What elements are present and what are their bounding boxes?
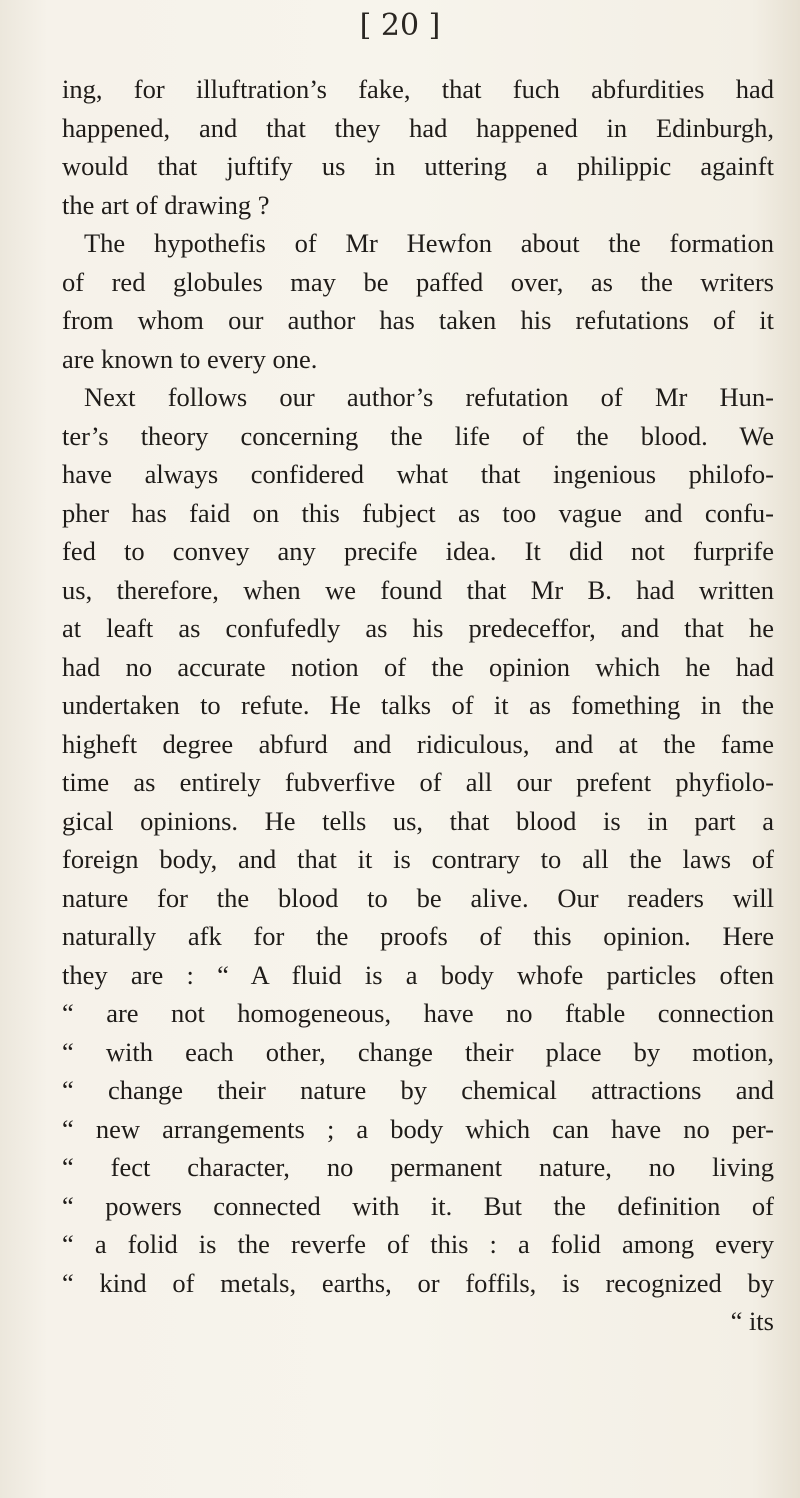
text-line: gical opinions. He tells us, that blood is in part a xyxy=(62,805,774,836)
text-line: ing, for illuftration’s fake, that fuch abfurdities had xyxy=(62,74,774,104)
text-line: the art of drawing ? xyxy=(62,189,270,220)
text-line: nature for the blood to be alive. Our readers will xyxy=(62,882,774,913)
page-number: [ 20 ] xyxy=(359,8,441,43)
text-line: “ are not homogeneous, have no ftable connection xyxy=(62,998,774,1028)
text-line: us, therefore, when we found that Mr B. had written xyxy=(62,574,774,605)
text-line: “ a folid is the reverfe of this : a folid among every xyxy=(62,1229,774,1259)
text-line: foreign body, and that it is contrary to all the laws of xyxy=(62,844,774,874)
text-line: of red globules may be paffed over, as the writers xyxy=(62,266,774,297)
text-line: pher has faid on this fubject as too vague and confu- xyxy=(62,497,774,528)
text-line: have always confidered what that ingenious philofo- xyxy=(62,459,774,489)
text-line: “ with each other, change their place by motion, xyxy=(62,1036,774,1067)
text-line: “ fect character, no permanent nature, no living xyxy=(62,1152,774,1182)
text-line: ter’s theory concerning the life of the blood. We xyxy=(62,420,774,451)
text-line: at leaft as confufedly as his predeceffor, and that he xyxy=(62,613,774,643)
text-line: Next follows our author’s refutation of Mr Hun- xyxy=(84,382,774,412)
text-line: they are : “ A fluid is a body whofe particles often xyxy=(62,959,774,990)
text-line: “ powers connected with it. But the definition of xyxy=(62,1190,774,1221)
text-line: “ kind of metals, earths, or foffils, is recognized by xyxy=(62,1267,774,1298)
text-line: “ change their nature by chemical attractions and xyxy=(62,1075,774,1105)
text-line: The hypothefis of Mr Hewfon about the formation xyxy=(84,228,774,258)
text-line: from whom our author has taken his refutations of it xyxy=(62,305,774,335)
text-line: undertaken to refute. He talks of it as fomething in the xyxy=(62,690,774,720)
text-line: “ new arrangements ; a body which can have no per- xyxy=(62,1113,774,1144)
text-line: higheft degree abfurd and ridiculous, and at the fame xyxy=(62,728,774,759)
body-text xyxy=(62,70,774,1341)
text-line: had no accurate notion of the opinion which he had xyxy=(62,651,774,682)
text-line: are known to every one. xyxy=(62,343,318,374)
text-line: naturally afk for the proofs of this opinion. Here xyxy=(62,921,774,951)
catchword: “ its xyxy=(730,1306,774,1336)
text-line: time as entirely fubverfive of all our prefent phyfiolo- xyxy=(62,767,774,797)
text-line: happened, and that they had happened in Edinburgh, xyxy=(62,112,774,143)
text-line: would that juftify us in uttering a philippic againft xyxy=(62,151,774,181)
text-line: fed to convey any precife idea. It did not furprife xyxy=(62,536,774,566)
